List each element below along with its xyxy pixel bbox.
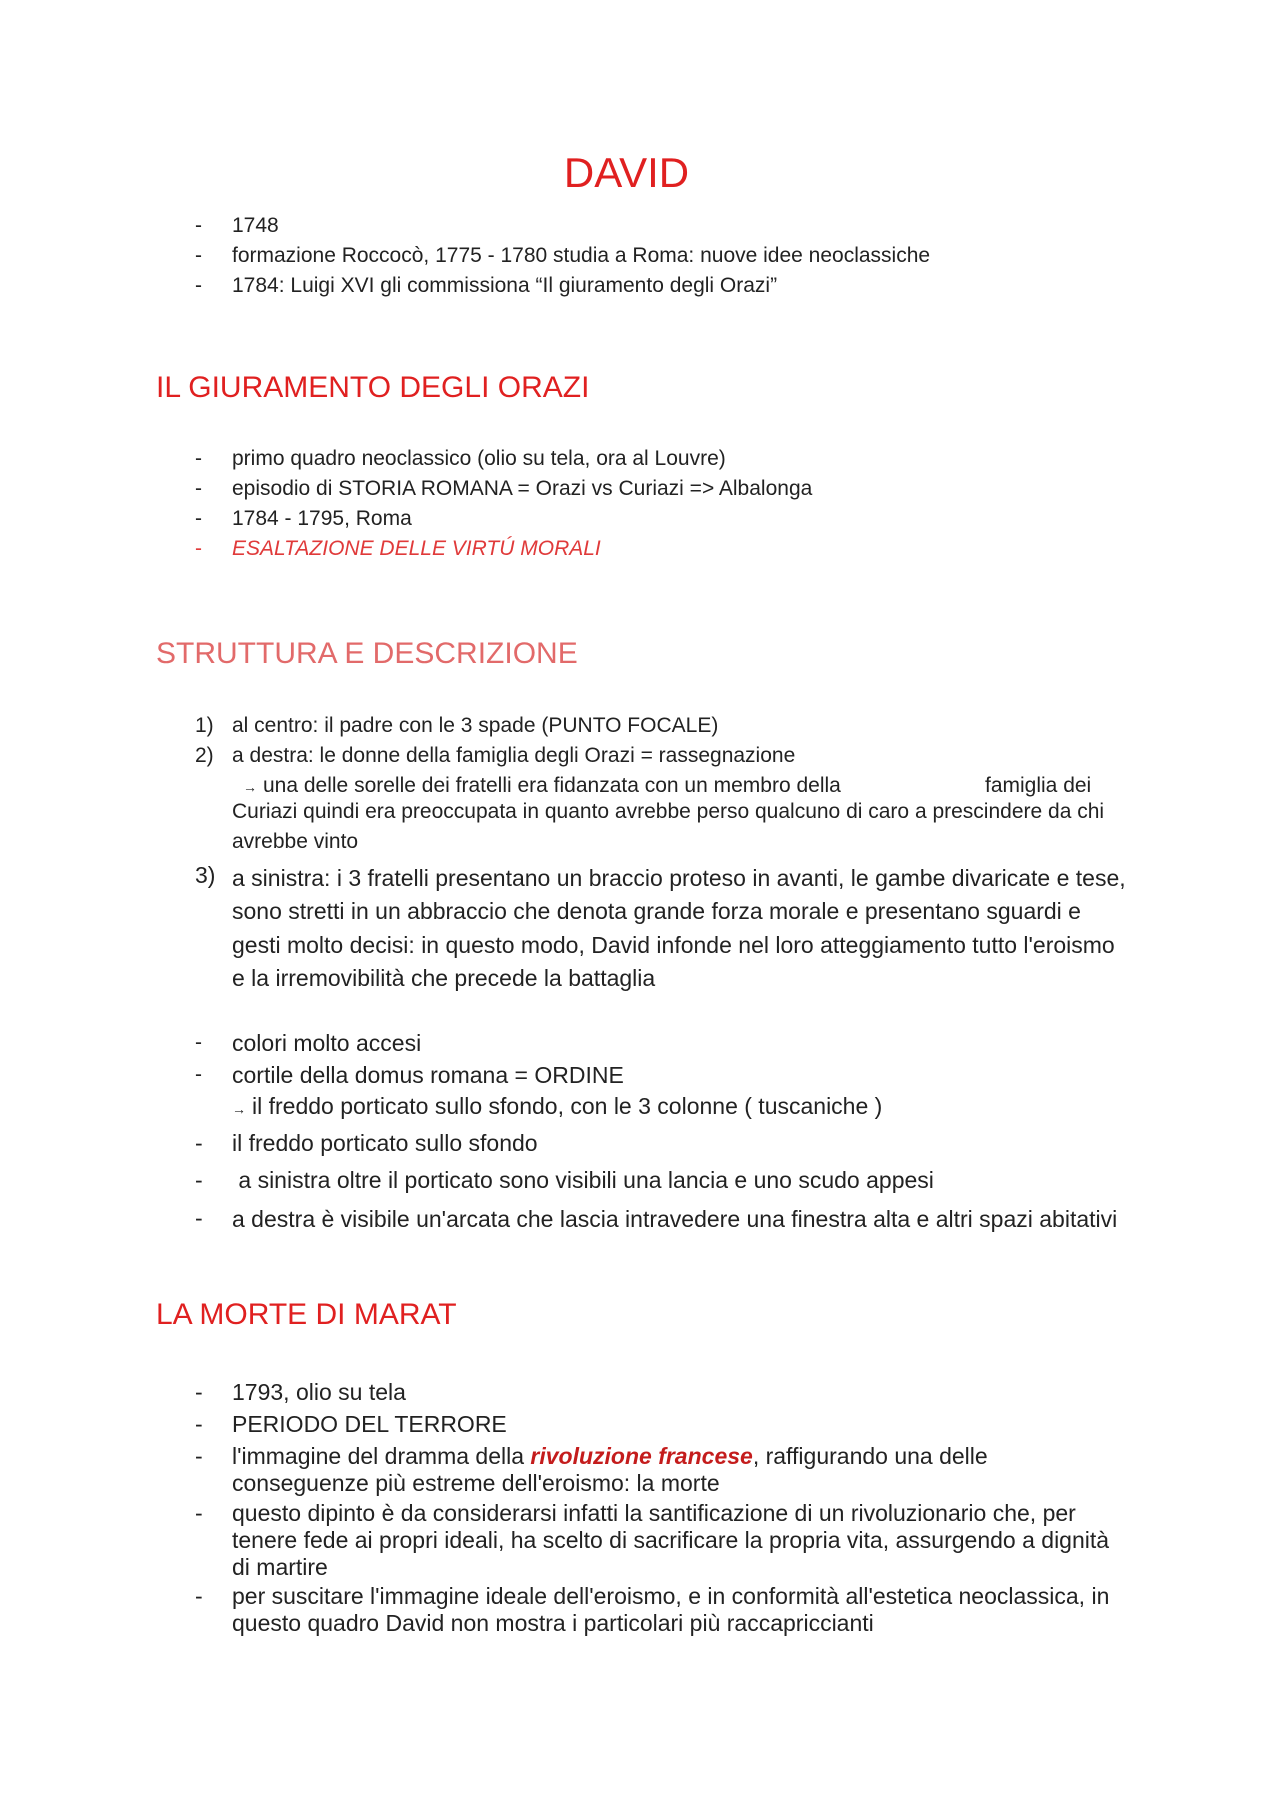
bullet-dash: - — [195, 1500, 203, 1526]
bullet-dash: - — [195, 244, 202, 267]
bullet-dash: - — [195, 274, 202, 297]
list-item: per suscitare l'immagine ideale dell'eroismo, e in conformità all'estetica neoclassica, in questo quadro David non mostra i particolari più raccapriccianti — [232, 1583, 1110, 1637]
list-item: 1793, olio su tela — [232, 1379, 406, 1405]
list-item: PERIODO DEL TERRORE — [232, 1411, 507, 1437]
list-item: 1784: Luigi XVI gli commissiona “Il giuramento degli Orazi” — [232, 274, 778, 297]
sub-note-text: famiglia dei — [985, 774, 1092, 797]
list-item: a destra è visibile un'arcata che lascia intravedere una finestra alta e altri spazi abitativi — [232, 1206, 1118, 1232]
sub-note-line — [232, 1093, 882, 1121]
bullet-dash: - — [195, 1583, 203, 1609]
bullet-dash: - — [195, 1411, 203, 1437]
bullet-dash: - — [195, 214, 202, 237]
arrow-right-icon: → — [232, 1101, 246, 1117]
list-number: 2) — [195, 744, 214, 767]
section-heading-struttura: STRUTTURA E DESCRIZIONE — [156, 637, 578, 670]
arrow-right-icon: → — [243, 779, 257, 795]
list-item: primo quadro neoclassico (olio su tela, ora al Louvre) — [232, 447, 726, 470]
bullet-dash: - — [195, 477, 202, 500]
list-number: 1) — [195, 714, 214, 737]
page-title: DAVID — [563, 149, 690, 196]
bullet-dash: - — [195, 1443, 203, 1469]
bullet-dash: - — [195, 1031, 202, 1054]
bullet-dash: - — [195, 1379, 203, 1405]
bullet-dash: - — [195, 1167, 203, 1193]
bullet-dash: - — [195, 1063, 202, 1086]
list-item: cortile della domus romana = ORDINE — [232, 1062, 624, 1088]
bullet-dash: - — [195, 537, 202, 560]
list-item: a sinistra oltre il porticato sono visibili una lancia e uno scudo appesi — [232, 1167, 934, 1193]
text-run: , raffigurando una delle conseguenze più estreme dell'eroismo: la morte — [232, 1443, 988, 1497]
bullet-dash: - — [195, 507, 202, 530]
list-number: 3) — [195, 862, 216, 888]
list-item: colori molto accesi — [232, 1030, 422, 1056]
bullet-dash: - — [195, 447, 202, 470]
section-heading-orazi: IL GIURAMENTO DEGLI ORAZI — [156, 371, 590, 404]
section-heading-marat: LA MORTE DI MARAT — [156, 1298, 457, 1331]
emphasis-text: rivoluzione francese — [530, 1443, 753, 1469]
sub-note-paragraph: Curiazi quindi era preoccupata in quanto avrebbe perso qualcuno di caro a prescindere da chi avrebbe vinto — [232, 800, 1105, 854]
list-item: il freddo porticato sullo sfondo — [232, 1130, 538, 1156]
sub-note-text: una delle sorelle dei fratelli era fidanzata con un membro della — [263, 774, 841, 797]
list-item: episodio di STORIA ROMANA = Orazi vs Curiazi => Albalonga — [232, 477, 813, 500]
list-item: formazione Roccocò, 1775 - 1780 studia a Roma: nuove idee neoclassiche — [232, 244, 931, 267]
sub-note-line — [243, 773, 841, 798]
list-item: 1748 — [232, 214, 279, 237]
list-item: questo dipinto è da considerarsi infatti la santificazione di un rivoluzionario che, per tenere fede ai propri ideali, ha scelto di sacrificare la propria vita, assurgendo a dignità di martire — [232, 1500, 1110, 1581]
numbered-item: al centro: il padre con le 3 spade (PUNTO FOCALE) — [232, 714, 719, 737]
numbered-item: a sinistra: i 3 fratelli presentano un braccio proteso in avanti, le gambe divaricate e tese, sono stretti in un abbraccio che denota grande forza morale e presentano sguardi e gesti molto decisi: in questo modo, David infonde nel loro atteggiamento tutto l'eroismo e la irremovibilità che precede la battaglia — [232, 865, 1126, 992]
sub-note-text: il freddo porticato sullo sfondo, con le 3 colonne ( tuscaniche ) — [252, 1093, 883, 1119]
bullet-dash: - — [195, 1130, 203, 1156]
numbered-item: a destra: le donne della famiglia degli Orazi = rassegnazione — [232, 744, 796, 767]
list-item: 1784 - 1795, Roma — [232, 507, 412, 530]
list-item-highlight: ESALTAZIONE DELLE VIRTÚ MORALI — [232, 537, 601, 560]
text-run: l'immagine del dramma della — [232, 1443, 531, 1469]
list-item — [232, 1443, 1112, 1497]
bullet-dash: - — [195, 1205, 203, 1231]
